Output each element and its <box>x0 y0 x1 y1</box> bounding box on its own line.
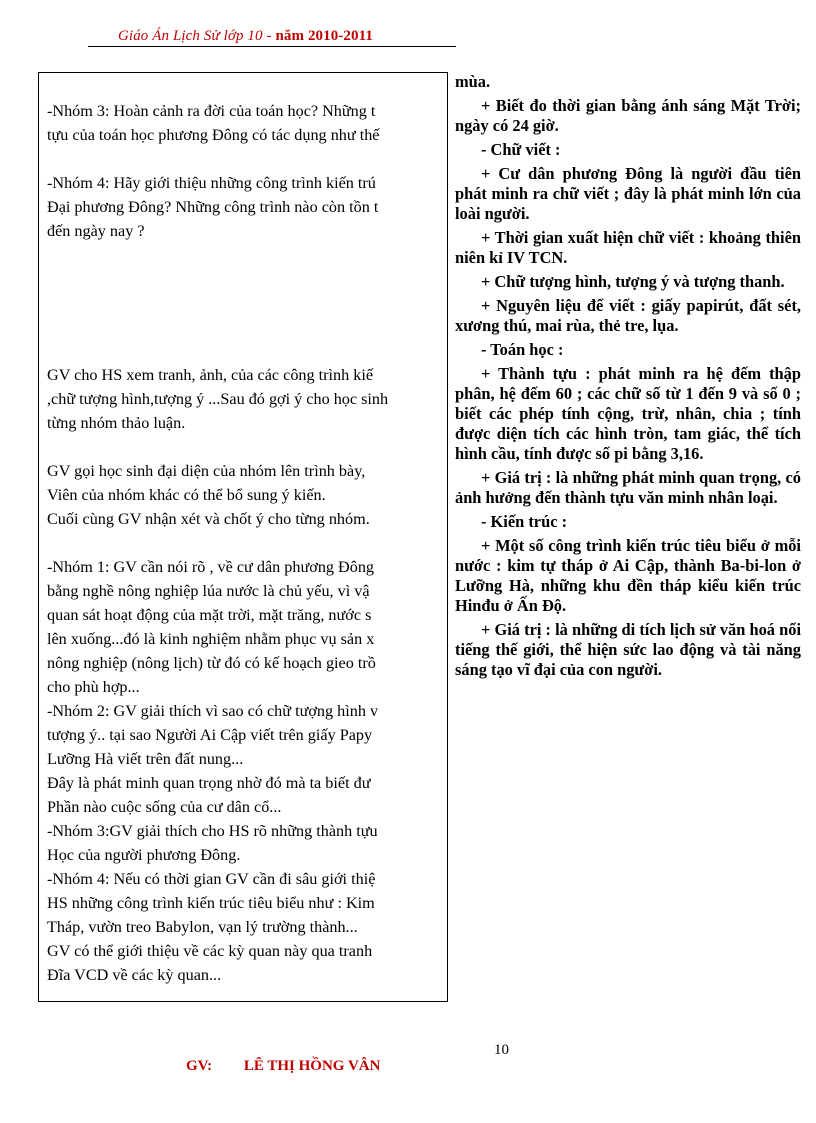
content-paragraph: + Nguyên liệu để viết : giấy papirút, đất sét, xương thú, mai rùa, thẻ tre, lụa. <box>455 296 801 335</box>
left-line: nông nghiệp (nông lịch) từ đó có kế hoạch gieo trồ <box>47 654 376 672</box>
left-line: Đại phương Đông? Những công trình nào còn tồn t <box>47 198 379 216</box>
left-line: từng nhóm thảo luận. <box>47 414 186 432</box>
left-line: -Nhóm 1: GV cần nói rõ , về cư dân phương Đông <box>47 558 375 576</box>
header-year: năm 2010-2011 <box>275 28 374 44</box>
page-header <box>118 28 373 45</box>
section-heading: - Chữ viết : <box>481 140 561 159</box>
page-number: 10 <box>494 1042 509 1058</box>
section-heading: - Toán học : <box>481 340 564 359</box>
content-paragraph: + Một số công trình kiến trúc tiêu biểu ở mỗi nước : kim tự tháp ở Ai Cập, thành Ba-bi-lon ở Lưỡng Hà, những khu đền tháp kiểu kiến trúc Hinđu ở Ấn Độ. <box>455 536 801 615</box>
content-paragraph: + Giá trị : là những phát minh quan trọng, có ảnh hưởng đến thành tựu văn minh nhân loại. <box>455 468 801 507</box>
section-heading: - Kiến trúc : <box>481 512 568 531</box>
left-line: Đây là phát minh quan trọng nhờ đó mà ta biết đư <box>47 774 371 792</box>
left-line: -Nhóm 2: GV giải thích vì sao có chữ tượng hình v <box>47 702 379 720</box>
left-line: GV cho HS xem tranh, ảnh, của các công trình kiế <box>47 366 374 384</box>
left-line: quan sát hoạt động của mặt trời, mặt trăng, nước s <box>47 606 372 624</box>
left-line: Viên của nhóm khác có thể bổ sung ý kiến. <box>47 486 326 504</box>
left-line: bằng nghề nông nghiệp lúa nước là chủ yếu, vì vậ <box>47 582 370 600</box>
left-line: Tháp, vườn treo Babylon, vạn lý trường thành... <box>47 918 358 936</box>
left-line: Học của người phương Đông. <box>47 846 241 864</box>
page-footer <box>186 1058 380 1075</box>
left-line: -Nhóm 3:GV giải thích cho HS rõ những thành tựu <box>47 822 378 840</box>
header-divider <box>88 46 456 47</box>
left-line: Cuối cùng GV nhận xét và chốt ý cho từng nhóm. <box>47 510 370 528</box>
content-paragraph: + Thành tựu : phát minh ra hệ đếm thập phân, hệ đếm 60 ; các chữ số từ 1 đến 9 và số 0 ; biết các phép tính cộng, trừ, nhân, chia ; tính được diện tích các hình tròn, tam giác, thể tích hình cầu, tính được số pi bằng 3,16. <box>455 364 801 463</box>
content-paragraph: + Chữ tượng hình, tượng ý và tượng thanh. <box>481 272 785 291</box>
left-line: Phần nào cuộc sống của cư dân cổ... <box>47 798 282 816</box>
footer-gv-label: GV: <box>186 1058 213 1074</box>
content-paragraph: + Biết đo thời gian bằng ánh sáng Mặt Trời; ngày có 24 giờ. <box>455 96 801 135</box>
footer-teacher-name: LÊ THỊ HỒNG VÂN <box>243 1058 381 1074</box>
teacher-activities-text <box>47 99 448 987</box>
teacher-activities-column <box>38 72 448 1002</box>
left-line: -Nhóm 4: Hãy giới thiệu những công trình kiến trú <box>47 174 376 192</box>
content-paragraph: mùa. <box>455 72 491 91</box>
left-line: tượng ý.. tại sao Người Ai Cập viết trên giấy Papy <box>47 726 373 744</box>
left-line: GV gọi học sinh đại diện của nhóm lên trình bày, <box>47 462 366 480</box>
left-line: đến ngày nay ? <box>47 222 145 240</box>
left-line: GV có thể giới thiệu về các kỳ quan này qua tranh <box>47 942 373 960</box>
header-title: Giáo Án Lịch Sử lớp 10 - <box>118 28 272 44</box>
content-paragraph: + Giá trị : là những di tích lịch sử văn hoá nổi tiếng thế giới, thể hiện sức lao động và tài năng sáng tạo vĩ đại của con người. <box>455 620 801 679</box>
left-line: tựu của toán học phương Đông có tác dụng như thế <box>47 126 380 144</box>
left-line: ,chữ tượng hình,tượng ý ...Sau đó gợi ý cho học sinh <box>47 390 389 408</box>
content-paragraph: + Thời gian xuất hiện chữ viết : khoảng thiên niên kỉ IV TCN. <box>455 228 801 267</box>
left-line: lên xuống...đó là kinh nghiệm nhằm phục vụ sản x <box>47 630 375 648</box>
left-line: Lưỡng Hà viết trên đất nung... <box>47 750 244 768</box>
lesson-content-column <box>455 72 801 684</box>
left-line: cho phù hợp... <box>47 678 140 696</box>
left-line: -Nhóm 4: Nếu có thời gian GV cần đi sâu giới thiệ <box>47 870 376 888</box>
left-line: HS những công trình kiến trúc tiêu biểu như : Kim <box>47 894 375 912</box>
left-line: -Nhóm 3: Hoàn cảnh ra đời của toán học? Những t <box>47 102 376 120</box>
content-paragraph: + Cư dân phương Đông là người đầu tiên phát minh ra chữ viết ; đây là phát minh lớn của loài người. <box>455 164 801 223</box>
left-line: Đĩa VCD về các kỳ quan... <box>47 966 222 984</box>
